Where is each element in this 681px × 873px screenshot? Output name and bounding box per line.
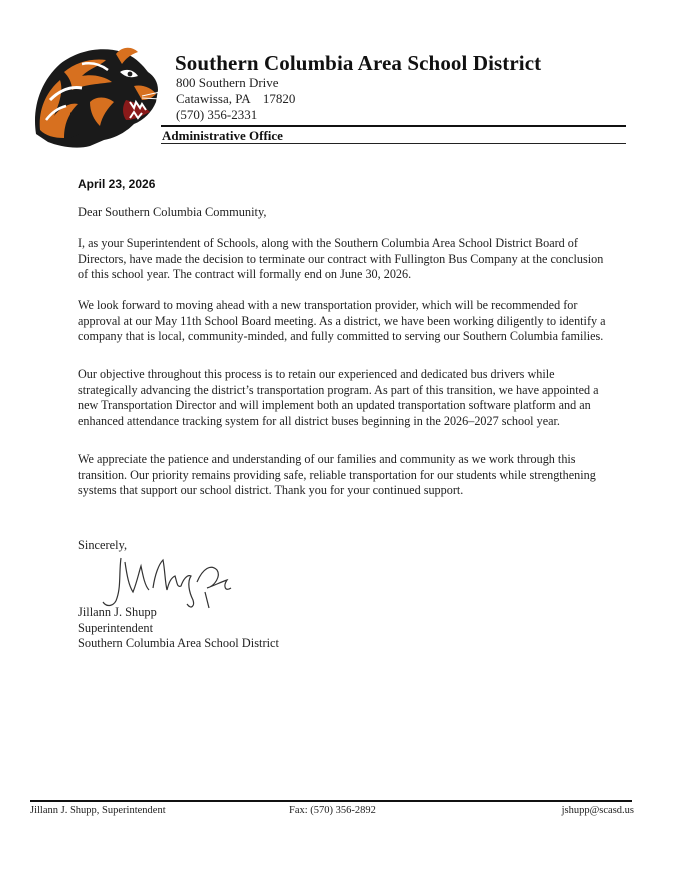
letter-date: April 23, 2026 [78, 177, 156, 191]
letter-closing: Sincerely, [78, 538, 128, 552]
body-paragraph-2: We look forward to moving ahead with a new transportation provider, which will be recommended for approval at our May 11th School Board meeting. As a district, we have been working diligently to identify a company that is local, community-minded, and fully committed to serving our Southern Columbia families. [78, 298, 606, 343]
address-street: 800 Southern Drive [176, 75, 279, 90]
letter-salutation: Dear Southern Columbia Community, [78, 205, 267, 219]
footer-email: jshupp@scasd.us [561, 805, 634, 816]
tiger-head-logo-icon [30, 42, 162, 154]
address-city-state-zip: Catawissa, PA 17820 [176, 91, 296, 106]
district-name: Southern Columbia Area School District [175, 51, 542, 75]
handwritten-signature [95, 552, 240, 610]
address-phone: (570) 356-2331 [176, 107, 258, 122]
letterhead-rule [161, 125, 626, 127]
signer-name: Jillann J. Shupp [78, 605, 157, 619]
footer-fax: Fax: (570) 356-2892 [289, 805, 376, 816]
body-paragraph-4: We appreciate the patience and understanding of our families and community as we work through this transition. Our priority remains providing safe, reliable transportation for our students while strengthening systems that support our school district. Thank you for your continued support. [78, 452, 596, 497]
signer-organization: Southern Columbia Area School District [78, 636, 279, 650]
office-label: Administrative Office [162, 128, 283, 143]
body-paragraph-1: I, as your Superintendent of Schools, along with the Southern Columbia Area School District Board of Directors, have made the decision to terminate our contract with Fullington Bus Company at the conclusion of this school year. The contract will formally end on June 30, 2026. [78, 236, 604, 281]
footer-name: Jillann J. Shupp, Superintendent [30, 805, 166, 816]
office-underline [161, 143, 626, 144]
body-paragraph-3: Our objective throughout this process is to retain our experienced and dedicated bus drivers while strategically advancing the district’s transportation program. As part of this transition, we have appointed a new Transportation Director and will implement both an updated transportation software platform and an enhanced attendance tracking system for all district buses beginning in the 2026–2027 school year. [78, 367, 599, 428]
signer-title: Superintendent [78, 621, 154, 635]
footer-rule [30, 800, 632, 802]
